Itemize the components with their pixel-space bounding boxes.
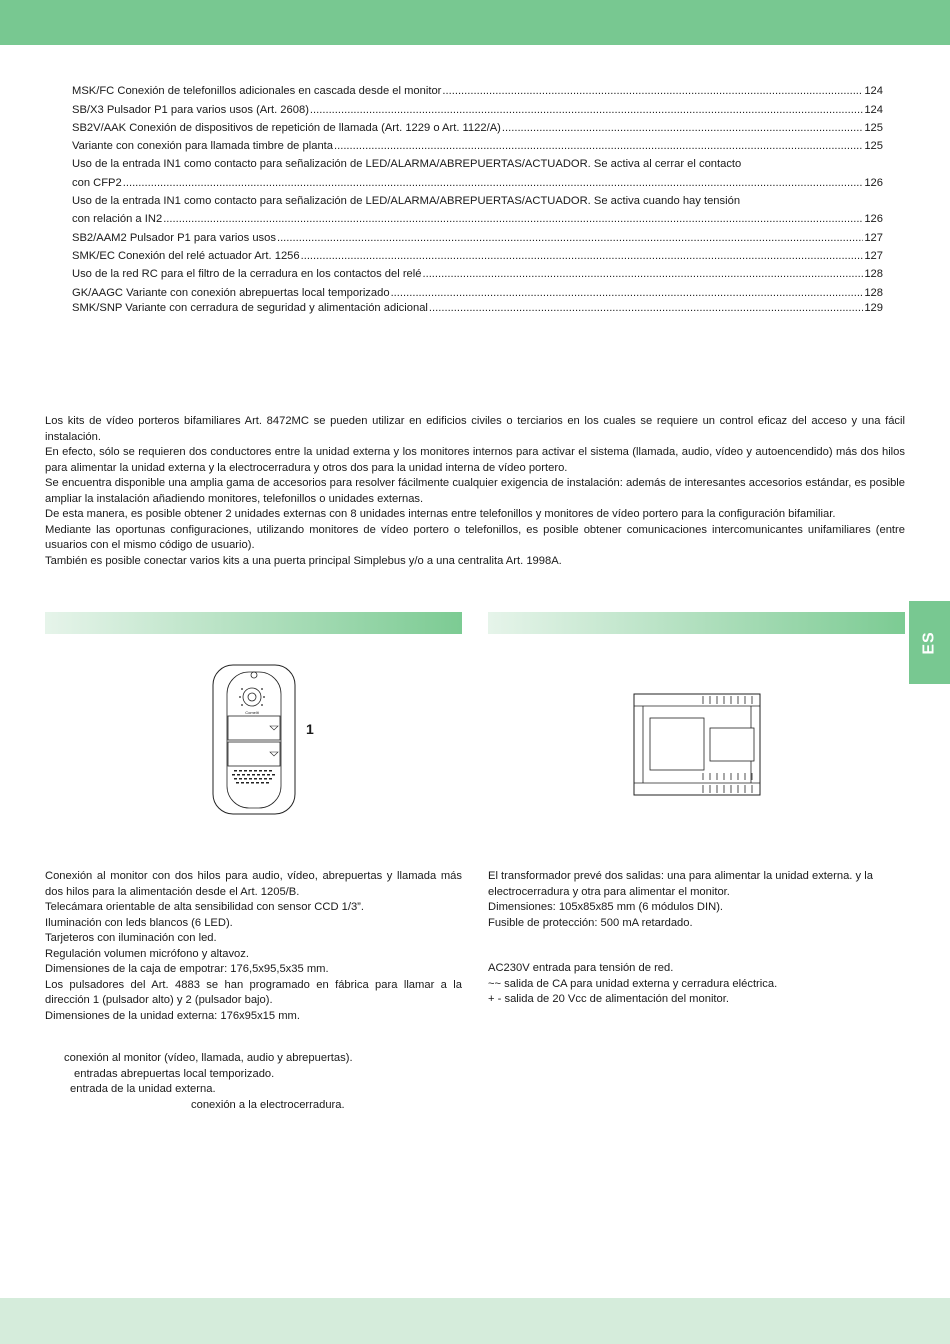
toc-entry[interactable] — [72, 116, 883, 134]
language-tab-label: ES — [920, 630, 938, 655]
terminal-line: conexión al monitor (vídeo, llamada, audio y abrepuertas). — [64, 1052, 353, 1064]
description-line: Dimensiones de la unidad externa: 176x95x15 mm. — [45, 1009, 300, 1022]
terminal-line: entradas abrepuertas local temporizado. — [74, 1067, 275, 1080]
description-line: Dimensiones de la caja de empotrar: 176,5x95,5x35 mm. — [45, 963, 329, 975]
toc-entry-page: 124 — [864, 85, 883, 98]
description-line: Los pulsadores del Art. 4883 se han programado en fábrica para llamar a la dirección 1 (pulsador alto) y 2 (pulsador bajo). — [45, 978, 462, 1006]
description-line: Conexión al monitor con dos hilos para audio, vídeo, abrepuertas y llamada más dos hilos para la alimentación desde el Art. 1205/B. — [45, 870, 462, 898]
intro-paragraph: De esta manera, es posible obtener 2 unidades externas con 8 unidades internas entre telefonillos y monitores de vídeo portero para la configuración bifamiliar. — [45, 508, 836, 520]
toc-entry-page: 125 — [864, 121, 883, 134]
footer-bar — [0, 1298, 950, 1344]
toc-entry-title-line1: Uso de la entrada IN1 como contacto para señalización de LED/ALARMA/ABREPUERTAS/ACTUADOR. Se activa al cerrar el contacto — [72, 158, 742, 171]
toc-entry[interactable] — [72, 134, 883, 152]
toc-entry-title: GK/AAGC Variante con conexión abrepuertas local temporizado — [72, 286, 390, 299]
toc-entry[interactable] — [72, 225, 883, 243]
toc-entry[interactable] — [72, 97, 883, 115]
description-line: Iluminación con leds blancos (6 LED). — [45, 916, 233, 929]
toc-entry-title: Uso de la red RC para el filtro de la cerradura en los contactos del relé — [72, 268, 422, 281]
language-tab[interactable] — [909, 601, 950, 684]
toc-entry[interactable] — [72, 79, 883, 97]
transformer-terminals — [488, 961, 908, 1008]
toc-entry[interactable] — [72, 244, 883, 262]
header-bar — [0, 0, 950, 45]
toc-entry-title: con relación a IN2 — [72, 213, 163, 226]
toc-entry-page: 127 — [864, 231, 883, 244]
toc-entry-title-line1: Uso de la entrada IN1 como contacto para señalización de LED/ALARMA/ABREPUERTAS/ACTUADOR. Se activa cuando hay tensión — [72, 195, 741, 208]
toc-entry-line[interactable] — [72, 152, 883, 170]
toc-entry-page: 125 — [864, 140, 883, 153]
terminal-line: AC230V entrada para tensión de red. — [488, 962, 674, 974]
toc-entry[interactable] — [72, 262, 883, 280]
toc-entry-page: 128 — [864, 286, 883, 299]
toc-entry-page: 126 — [864, 213, 883, 226]
toc-entry-title: MSK/FC Conexión de telefonillos adicionales en cascada desde el monitor — [72, 85, 442, 98]
toc-entry[interactable] — [72, 299, 883, 314]
toc-entry-page: 128 — [864, 268, 883, 281]
toc-entry-title: SB2/AAM2 Pulsador P1 para varios usos — [72, 231, 276, 244]
toc-entry-title: SB2V/AAK Conexión de dispositivos de repetición de llamada (Art. 1229 o Art. 1122/A) — [72, 121, 501, 134]
figure-callout-1: 1 — [306, 721, 314, 737]
section-header-external-unit — [45, 612, 462, 634]
section-header-transformer — [488, 612, 905, 634]
description-line: Tarjeteros con iluminación con led. — [45, 932, 217, 944]
description-line: Dimensiones: 105x85x85 mm (6 módulos DIN). — [488, 901, 724, 913]
intro-paragraph: Mediante las oportunas configuraciones, utilizando monitores de vídeo portero o telefonillos, es posible obtener comunicaciones intercomunicantes unifamiliares (entre usuarios con el mismo código de usuario). — [45, 523, 905, 551]
description-line: Fusible de protección: 500 mA retardado. — [488, 916, 693, 929]
toc-entry[interactable] — [72, 207, 883, 225]
toc-entry-page: 126 — [864, 176, 883, 189]
external-unit-description — [45, 869, 462, 1024]
svg-text:Comelit: Comelit — [245, 710, 259, 715]
toc-entry[interactable] — [72, 170, 883, 188]
toc-entry-title: SB/X3 Pulsador P1 para varios usos (Art. 2608) — [72, 103, 309, 116]
toc-entry-title: SMK/EC Conexión del relé actuador Art. 1256 — [72, 249, 300, 262]
toc-entry-title: Variante con conexión para llamada timbre de planta — [72, 140, 333, 153]
terminal-line: ~~ salida de CA para unidad externa y cerradura eléctrica. — [488, 977, 778, 990]
intro-paragraph: Los kits de vídeo porteros bifamiliares Art. 8472MC se pueden utilizar en edificios civiles o terciarios en los cuales se requiere un control eficaz del acceso y una fácil instalación. — [45, 415, 905, 443]
external-unit-terminals — [45, 1051, 462, 1113]
terminal-line: + - salida de 20 Vcc de alimentación del monitor. — [488, 993, 729, 1005]
external-unit-illustration — [212, 664, 296, 815]
intro-text — [45, 414, 905, 569]
transformer-description — [488, 869, 908, 931]
toc-entry-title: SMK/SNP Variante con cerradura de seguridad y alimentación adicional — [72, 301, 428, 314]
intro-paragraph: También es posible conectar varios kits a una puerta principal Simplebus y/o a una centralita Art. 1998A. — [45, 554, 562, 567]
description-line: Regulación volumen micrófono y altavoz. — [45, 947, 249, 960]
description-line: El transformador prevé dos salidas: una para alimentar la unidad externa. y la electrocerradura y otra para alimentar el monitor. — [488, 870, 873, 898]
toc-entry[interactable] — [72, 280, 883, 298]
description-line: Telecámara orientable de alta sensibilidad con sensor CCD 1/3”. — [45, 901, 365, 913]
toc-entry-page: 124 — [864, 103, 883, 116]
terminal-line: entrada de la unidad externa. — [70, 1083, 216, 1095]
table-of-contents — [72, 79, 883, 314]
toc-entry-title: con CFP2 — [72, 176, 122, 189]
intro-paragraph: Se encuentra disponible una amplia gama de accesorios para resolver fácilmente cualquier exigencia de instalación: además de interesantes accesorios estándar, es posible ampliar la instalación añadiendo monitores, telefonillos o unidades externas. — [45, 477, 905, 505]
toc-entry-page: 129 — [864, 301, 883, 314]
intro-paragraph: En efecto, sólo se requieren dos conductores entre la unidad externa y los monitores internos para activar el sistema (llamada, audio, vídeo y autoencendido) más dos hilos para alimentar la unidad externa y la electrocerradura y otros dos para la unidad interna de vídeo portero. — [45, 446, 905, 474]
terminal-line: conexión a la electrocerradura. — [191, 1098, 345, 1111]
transformer-illustration — [633, 693, 761, 796]
toc-entry-line[interactable] — [72, 189, 883, 207]
toc-entry-page: 127 — [864, 249, 883, 262]
